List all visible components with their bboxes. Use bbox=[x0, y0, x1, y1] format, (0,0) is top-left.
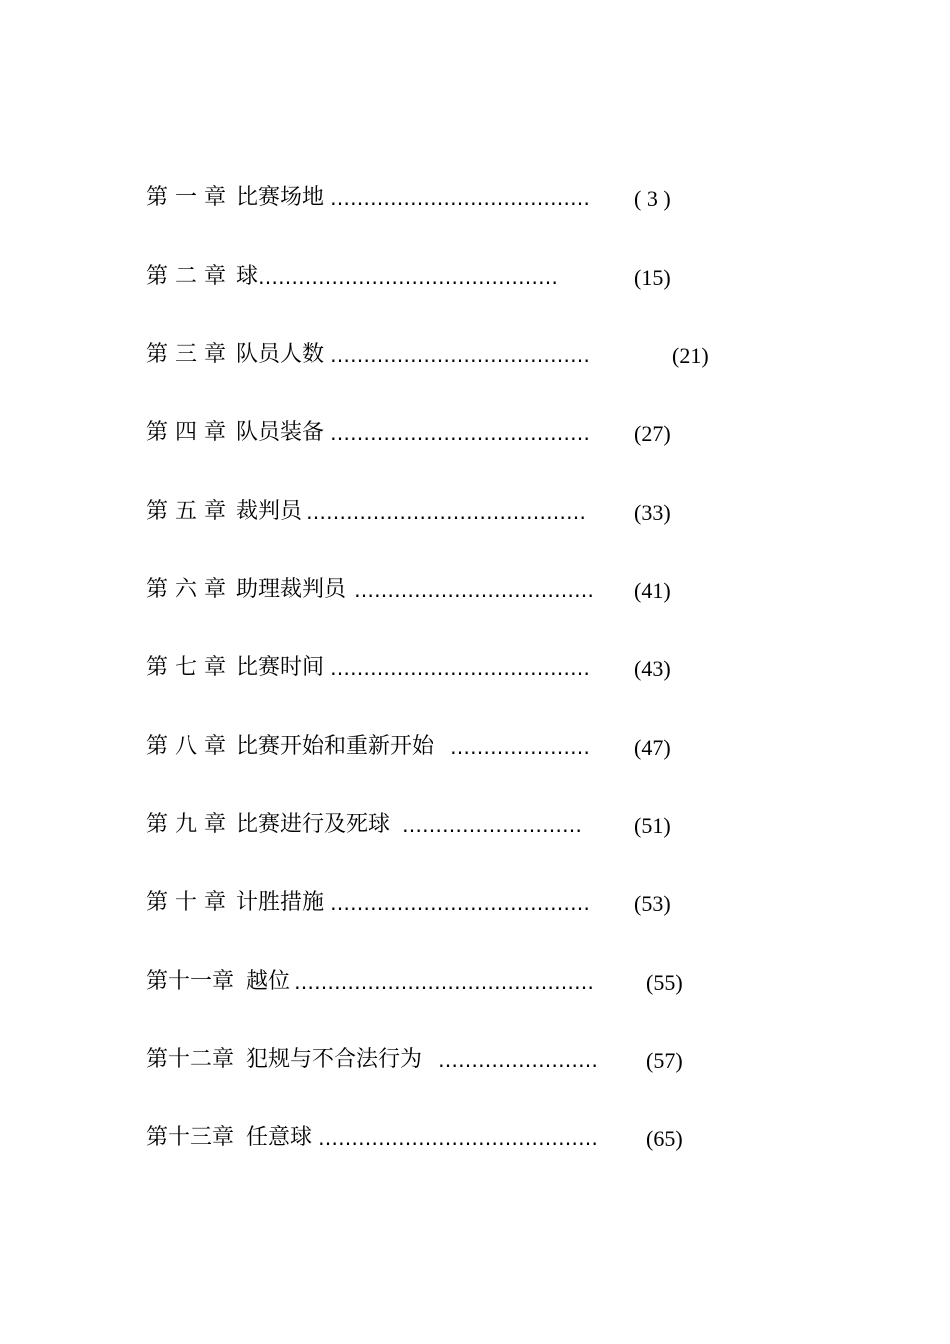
dot-leader: ………………………………… bbox=[330, 891, 590, 915]
page-number: (53) bbox=[634, 891, 671, 916]
chapter-title: 比赛进行及死球 bbox=[236, 812, 391, 837]
dot-leader: ………………………………… bbox=[330, 421, 590, 445]
chapter-title: 队员人数 bbox=[236, 342, 325, 367]
dot-leader: ………………………………… bbox=[330, 343, 590, 367]
chapter-title: 助理裁判员 bbox=[236, 577, 347, 602]
dot-leader: …………………………………… bbox=[318, 1126, 598, 1150]
page-number: (57) bbox=[646, 1048, 683, 1073]
page-number: (33) bbox=[634, 500, 671, 525]
page-number: (51) bbox=[634, 813, 671, 838]
page-number: (55) bbox=[646, 970, 683, 995]
chapter-label: 第 六 章 bbox=[146, 577, 226, 602]
chapter-label: 第 一 章 bbox=[146, 185, 226, 210]
dot-leader: ……………………… bbox=[402, 813, 582, 837]
chapter-title: 计胜措施 bbox=[236, 890, 325, 915]
page-number: (21) bbox=[672, 343, 709, 368]
dot-leader: …………………………………… bbox=[306, 500, 586, 524]
chapter-title: 队员装备 bbox=[236, 420, 325, 445]
dot-leader: ……………………………………… bbox=[258, 265, 558, 289]
chapter-label: 第 七 章 bbox=[146, 655, 226, 680]
chapter-label: 第 九 章 bbox=[146, 812, 226, 837]
dot-leader: …………………… bbox=[438, 1048, 598, 1072]
chapter-label: 第 八 章 bbox=[146, 734, 226, 759]
chapter-label: 第 二 章 bbox=[146, 264, 226, 289]
page-number: (15) bbox=[634, 265, 671, 290]
chapter-title: 比赛时间 bbox=[236, 655, 325, 680]
dot-leader: ……………………………… bbox=[354, 578, 594, 602]
chapter-title: 比赛场地 bbox=[236, 185, 325, 210]
page-number: (43) bbox=[634, 656, 671, 681]
chapter-title: 犯规与不合法行为 bbox=[246, 1047, 423, 1072]
chapter-label: 第十一章 bbox=[146, 969, 235, 994]
chapter-label: 第 四 章 bbox=[146, 420, 226, 445]
page-number: (27) bbox=[634, 421, 671, 446]
dot-leader: ………………………………… bbox=[330, 186, 590, 210]
chapter-title: 任意球 bbox=[246, 1125, 313, 1150]
page-number: ( 3 ) bbox=[634, 186, 671, 211]
chapter-label: 第十三章 bbox=[146, 1125, 235, 1150]
chapter-title: 裁判员 bbox=[236, 499, 303, 524]
page-number: (47) bbox=[634, 735, 671, 760]
chapter-title: 球 bbox=[236, 264, 259, 289]
page-number: (65) bbox=[646, 1126, 683, 1151]
chapter-label: 第 五 章 bbox=[146, 499, 226, 524]
page-number: (41) bbox=[634, 578, 671, 603]
dot-leader: ………………… bbox=[450, 735, 590, 759]
chapter-label: 第 十 章 bbox=[146, 890, 226, 915]
chapter-label: 第 三 章 bbox=[146, 342, 226, 367]
dot-leader: ………………………………… bbox=[330, 656, 590, 680]
chapter-label: 第十二章 bbox=[146, 1047, 235, 1072]
chapter-title: 比赛开始和重新开始 bbox=[236, 734, 435, 759]
dot-leader: ……………………………………… bbox=[294, 970, 594, 994]
chapter-title: 越位 bbox=[246, 969, 291, 994]
